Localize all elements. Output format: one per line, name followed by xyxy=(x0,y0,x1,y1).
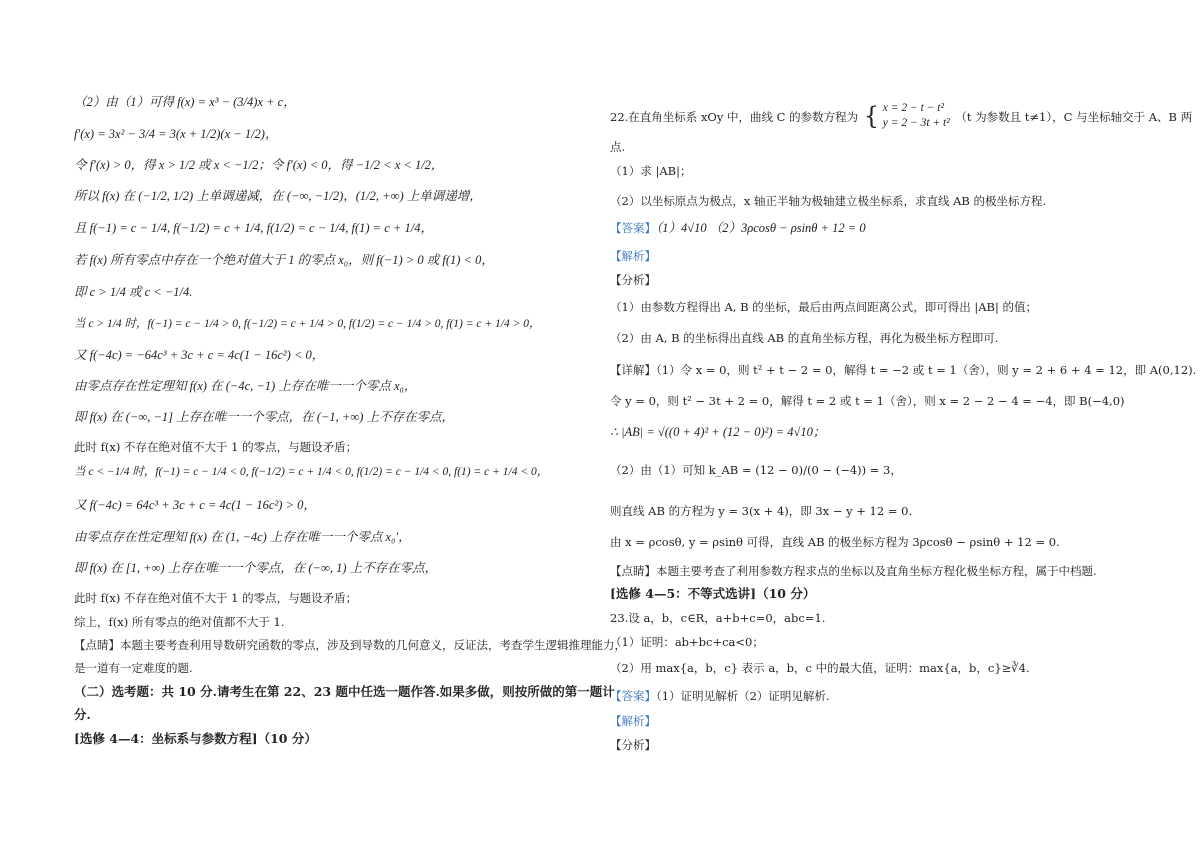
xiangjie-4: （2）由（1）可知 k_AB = (12 − 0)/(0 − (−4)) = 3， xyxy=(610,463,902,477)
q22-stem xyxy=(610,103,1192,133)
dianjing-22: 【点睛】本题主要考查了利用参数方程求点的坐标以及直角坐标方程化极坐标方程，属于中档题. xyxy=(610,564,1097,578)
q22-pre: 22.在直角坐标系 xOy 中，曲线 C 的参数方程为 xyxy=(610,110,859,124)
q23-answer-text: （1）证明见解析（2）证明见解析. xyxy=(656,689,830,703)
xiangjie-6: 由 x = ρcosθ, y = ρsinθ 可得，直线 AB 的极坐标方程为 3ρcosθ − ρsinθ + 12 = 0. xyxy=(610,535,1060,549)
line-18: 综上，f(x) 所有零点的绝对值都不大于 1. xyxy=(74,615,285,629)
line-9: 又 f(−4c) = −64c³ + 3c + c = 4c(1 − 16c²) < 0， xyxy=(74,348,325,362)
xiangjie-5: 则直线 AB 的方程为 y = 3(x + 4)，即 3x − y + 12 = 0. xyxy=(610,504,913,518)
line-11: 即 f(x) 在 (−∞, −1] 上存在唯一一个零点，在 (−1, +∞) 上不存在零点， xyxy=(74,410,455,424)
line-4: 所以 f(x) 在 (−1/2, 1/2) 上单调递减，在 (−∞, −1/2)，(1/2, +∞) 上单调递增， xyxy=(74,189,482,203)
line-12: 此时 f(x) 不存在绝对值不大于 1 的零点，与题设矛盾； xyxy=(74,440,358,454)
line-10: 由零点存在性定理知 f(x) 在 (−4c, −1) 上存在唯一一个零点 x₀， xyxy=(74,379,417,393)
fenxi-label: 【分析】 xyxy=(610,273,656,287)
q23-sub1: （1）证明：ab+bc+ca<0； xyxy=(610,635,764,649)
xiangjie-1: 【详解】（1）令 x = 0，则 t² + t − 2 = 0，解得 t = −2 或 t = 1（舍），则 y = 2 + 6 + 4 = 12，即 A(0,12). xyxy=(610,363,1197,377)
q22-system-eq1: x = 2 − t − t² xyxy=(882,102,944,114)
dianjing-cont: 是一道有一定难度的题. xyxy=(74,661,193,675)
dianjing-block xyxy=(74,637,626,653)
q22-post: （t 为参数且 t≠1），C 与坐标轴交于 A、B 两 xyxy=(955,110,1193,124)
line-17: 此时 f(x) 不存在绝对值不大于 1 的零点，与题设矛盾； xyxy=(74,591,358,605)
answer-label: 【答案】 xyxy=(610,221,656,235)
xuanxiu-45-title: [选修 4—5：不等式选讲]（10 分） xyxy=(610,586,816,601)
answer-text: （1）4√10 （2）3ρcosθ − ρsinθ + 12 = 0 xyxy=(656,221,866,235)
q23-fenxi-label: 【分析】 xyxy=(610,738,656,752)
line-5: 且 f(−1) = c − 1/4, f(−1/2) = c + 1/4, f(1/2) = c − 1/4, f(1) = c + 1/4， xyxy=(74,221,433,235)
xiangjie-2: 令 y = 0，则 t² − 3t + 2 = 0，解得 t = 2 或 t = 1（舍），则 x = 2 − 2 − 4 = −4，即 B(−4,0) xyxy=(610,394,1125,408)
q22-sub2: （2）以坐标原点为极点，x 轴正半轴为极轴建立极坐标系，求直线 AB 的极坐标方程. xyxy=(610,194,1047,208)
line-8: 当 c > 1/4 时，f(−1) = c − 1/4 > 0, f(−1/2) = c + 1/4 > 0, f(1/2) = c − 1/4 > 0, f(1) = c + 1/4 > 0， xyxy=(74,318,541,330)
brace-icon: { xyxy=(863,102,880,130)
q22-system-eq2: y = 2 − 3t + t² xyxy=(882,117,950,129)
line-13: 当 c < −1/4 时，f(−1) = c − 1/4 < 0, f(−1/2) = c + 1/4 < 0, f(1/2) = c − 1/4 < 0, f(1) = c + 1/4 < 0， xyxy=(74,466,549,478)
line-2: f′(x) = 3x² − 3/4 = 3(x + 1/2)(x − 1/2)， xyxy=(74,127,278,141)
section2-title-cont: 分. xyxy=(74,707,91,722)
line-6: 若 f(x) 所有零点中存在一个绝对值大于 1 的零点 x₀，则 f(−1) > 0 或 f(1) < 0， xyxy=(74,253,494,267)
q23-jiexi-label: 【解析】 xyxy=(610,714,656,728)
q22-answer xyxy=(610,220,866,236)
line-1: （2）由（1）可得 f(x) = x³ − (3/4)x + c， xyxy=(74,95,296,109)
line-14: 又 f(−4c) = 64c³ + 3c + c = 4c(1 − 16c²) > 0， xyxy=(74,498,316,512)
line-16: 即 f(x) 在 [1, +∞) 上存在唯一一个零点，在 (−∞, 1) 上不存在零点， xyxy=(74,561,438,575)
q23-answer xyxy=(610,688,830,704)
q22-system xyxy=(864,101,950,131)
jiexi-label: 【解析】 xyxy=(610,249,656,263)
xuanxiu-44-title: [选修 4—4：坐标系与参数方程]（10 分） xyxy=(74,731,317,746)
q23-answer-label: 【答案】 xyxy=(610,689,656,703)
fenxi-2: （2）由 A, B 的坐标得出直线 AB 的直角坐标方程，再化为极坐标方程即可. xyxy=(610,331,999,345)
dianjing-label: 【点睛】 xyxy=(74,638,120,652)
section2-title: （二）选考题：共 10 分.请考生在第 22、23 题中任选一题作答.如果多做，则按所做的第一题计 xyxy=(74,684,615,699)
line-7: 即 c > 1/4 或 c < −1/4. xyxy=(74,285,193,299)
line-15: 由零点存在性定理知 f(x) 在 (1, −4c) 上存在唯一一个零点 x₀′， xyxy=(74,530,411,544)
q22-cont: 点. xyxy=(610,140,626,154)
fenxi-1: （1）由参数方程得出 A, B 的坐标，最后由两点间距离公式，即可得出 |AB| 的值； xyxy=(610,300,1038,314)
q23-stem: 23.设 a，b，c∈R，a+b+c=0，abc=1. xyxy=(610,611,826,625)
line-3: 令 f′(x) > 0，得 x > 1/2 或 x < −1/2；令 f′(x) < 0，得 −1/2 < x < 1/2， xyxy=(74,158,444,172)
xiangjie-3: ∴ |AB| = √((0 + 4)² + (12 − 0)²) = 4√10； xyxy=(610,425,826,439)
dianjing-text: 本题主要考查利用导数研究函数的零点，涉及到导数的几何意义，反证法，考查学生逻辑推理能力， xyxy=(120,638,626,652)
q22-sub1: （1）求 |AB|； xyxy=(610,164,692,178)
q23-sub2: （2）用 max{a，b，c} 表示 a，b，c 中的最大值，证明：max{a，b，c}≥∛4. xyxy=(610,661,1030,675)
